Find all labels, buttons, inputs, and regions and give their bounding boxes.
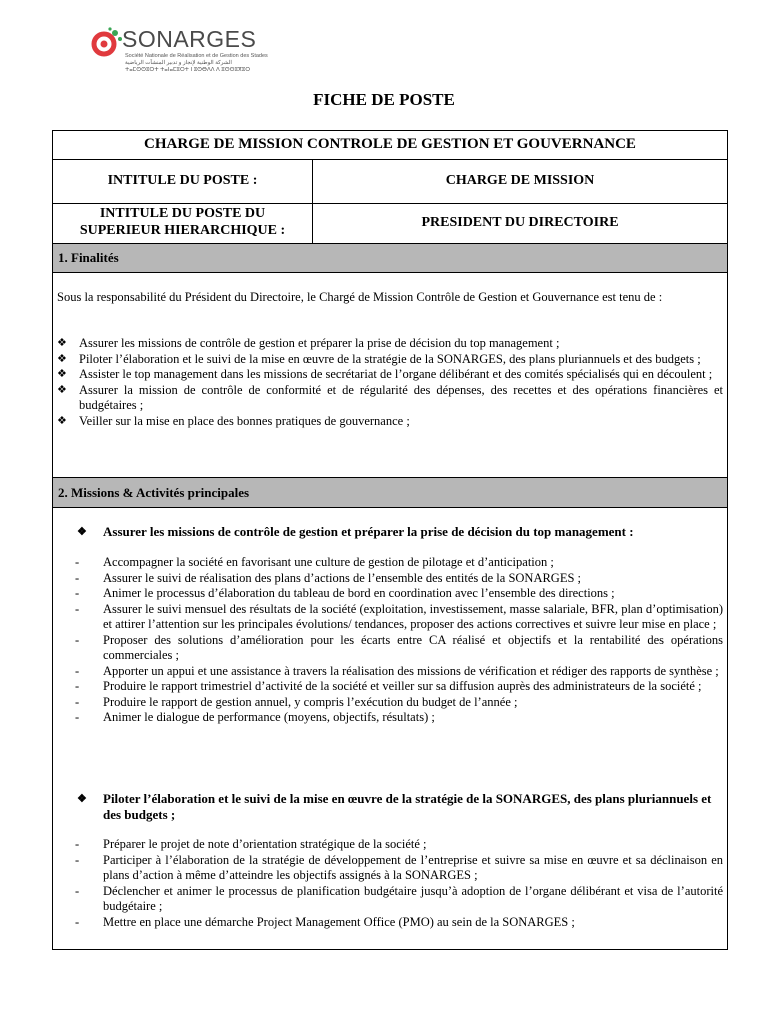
list-item: - Participer à l’élaboration de la stratégie de développement de l’entreprise et suivre sa mise en œuvre et sa déclinaison en plans d’action à même d’atteindre les objectifs assignés à la SONARGES ; bbox=[75, 852, 723, 882]
superior-title-label: INTITULE DU POSTE DU SUPERIEUR HIERARCHIQUE : bbox=[79, 206, 286, 238]
brand-tagline-tifinagh: ⵜⴰⵎⵙⵙⵓⵔⵜ ⵜⴰⵏⴰⵎⵓⵔⵜ ⵏ ⵓⵙⴱⴷⴷ ⴷ ⵓⵙⵙⵓⴳⵓⵔ bbox=[125, 67, 251, 73]
list-item: - Préparer le projet de note d’orientation stratégique de la société ; bbox=[75, 837, 427, 851]
diamond-bullet-icon: ❖ bbox=[57, 383, 67, 396]
list-item: ❖ Assister le top management dans les missions de secrétariat de l’organe délibérant et des comités spécialisés qui en découlent ; bbox=[57, 367, 713, 381]
section-finalites-header bbox=[53, 244, 727, 272]
job-sheet-table bbox=[52, 130, 728, 950]
diamond-bullet-icon: ❖ bbox=[77, 793, 87, 805]
finalites-list bbox=[57, 336, 723, 429]
list-item: ❖ Veiller sur la mise en place des bonnes pratiques de gouvernance ; bbox=[57, 413, 410, 428]
divider bbox=[53, 507, 727, 508]
superior-title-value: PRESIDENT DU DIRECTOIRE bbox=[421, 215, 619, 230]
sonarges-logo bbox=[90, 24, 290, 76]
document-title: FICHE DE POSTE bbox=[313, 90, 455, 109]
sonarges-logo-icon bbox=[90, 26, 124, 60]
missions-group-2-list bbox=[75, 837, 723, 930]
divider bbox=[53, 159, 727, 160]
list-item: ❖ Assurer la mission de contrôle de conformité et de régularité des dépenses, des recettes et des opérations financières et budgétaires ; bbox=[57, 382, 723, 412]
list-item: - Apporter un appui et une assistance à travers la réalisation des missions de vérification et rédiger des rapports de synthèse ; bbox=[75, 663, 719, 678]
list-item: - Produire le rapport trimestriel d’activité de la société et veiller sur sa diffusion auprès des administrateurs de la société ; bbox=[75, 679, 702, 693]
job-title-label: INTITULE DU POSTE : bbox=[107, 173, 258, 188]
diamond-bullet-icon: ❖ bbox=[57, 352, 67, 365]
list-item: - Proposer des solutions d’amélioration pour les écarts entre CA réalisé et objectifs et la rentabilité des opérations commerciales ; bbox=[75, 632, 723, 662]
list-item: ❖ Assurer les missions de contrôle de gestion et préparer la prise de décision du top management ; bbox=[57, 336, 560, 350]
divider bbox=[53, 203, 727, 204]
brand-tagline-fr: Société Nationale de Réalisation et de Gestion des Stades bbox=[125, 53, 268, 59]
diamond-bullet-icon: ❖ bbox=[57, 414, 67, 427]
position-heading: CHARGE DE MISSION CONTROLE DE GESTION ET GOUVERNANCE bbox=[144, 136, 636, 152]
diamond-bullet-icon: ❖ bbox=[57, 368, 67, 380]
list-item: - Assurer le suivi de réalisation des plans d’actions de l’ensemble des entités de la SONARGES ; bbox=[75, 570, 582, 585]
brand-name: SONARGES bbox=[122, 26, 257, 52]
section-missions-header bbox=[53, 478, 727, 507]
list-item: - Déclencher et animer le processus de planification budgétaire jusqu’à adoption de l’organe délibérant et visa de l’autorité budgétaire ; bbox=[75, 883, 723, 913]
divider bbox=[53, 272, 727, 273]
finalites-intro: Sous la responsabilité du Président du Directoire, le Chargé de Mission Contrôle de Gestion et Gouvernance est tenu de : bbox=[57, 290, 663, 304]
brand-tagline-ar: الشركة الوطنية لإنجاز و تدبير المنشآت الرياضية bbox=[125, 60, 232, 66]
diamond-bullet-icon: ❖ bbox=[77, 526, 87, 538]
list-item: - Accompagner la société en favorisant une culture de gestion de pilotage et d’anticipation ; bbox=[75, 555, 554, 569]
list-item: - Mettre en place une démarche Project Management Office (PMO) au sein de la SONARGES ; bbox=[75, 914, 575, 929]
missions-group-1-title: ❖ Assurer les missions de contrôle de gestion et préparer la prise de décision du top management : bbox=[77, 524, 634, 539]
list-item: - Produire le rapport de gestion annuel, y compris l’exécution du budget de l’année ; bbox=[75, 694, 518, 709]
section-finalites-title: 1. Finalités bbox=[58, 250, 119, 265]
list-item: - Animer le processus d’élaboration du tableau de bord en coordination avec l’ensemble des directions ; bbox=[75, 586, 615, 600]
diamond-bullet-icon: ❖ bbox=[57, 337, 67, 349]
list-item: - Animer le dialogue de performance (moyens, objectifs, résultats) ; bbox=[75, 710, 435, 724]
section-missions-title: 2. Missions & Activités principales bbox=[58, 485, 250, 500]
job-title-value: CHARGE DE MISSION bbox=[445, 173, 595, 188]
list-item: ❖ Piloter l’élaboration et le suivi de la mise en œuvre de la stratégie de la SONARGES, des plans pluriannuels et des budgets ; bbox=[57, 351, 701, 366]
missions-group-1-list bbox=[75, 555, 723, 726]
missions-group-2-title: ❖ Piloter l’élaboration et le suivi de la mise en œuvre de la stratégie de la SONARGES, des plans pluriannuels et des budgets ; bbox=[77, 791, 712, 822]
list-item: - Assurer le suivi mensuel des résultats de la société (exploitation, investissement, masse salariale, BFR, plan d’optimisation) et attirer l’attention sur les principales évolutions/ tendances, proposer des actions correctives et suivre leur mise en place ; bbox=[75, 601, 723, 631]
